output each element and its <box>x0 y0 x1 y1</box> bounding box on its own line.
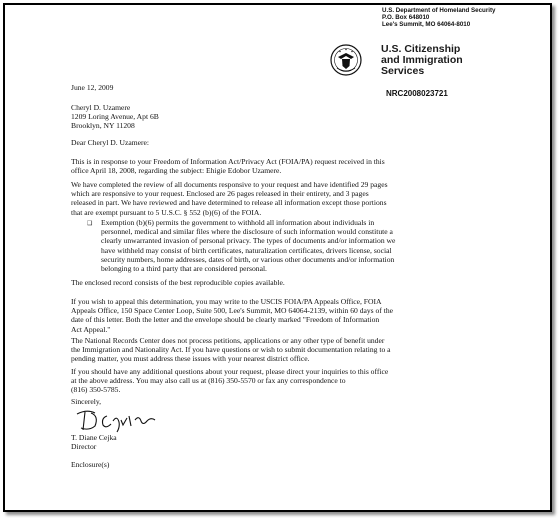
paragraph-intro <box>71 157 385 175</box>
paragraph-line: personnel, medical and similar files where the disclosure of such information would constitute a <box>101 227 393 237</box>
closing: Sincerely, <box>71 397 102 406</box>
agency-name <box>381 44 463 77</box>
paragraph-line: If you wish to appeal this determination, you may write to the USCIS FOIA/PA Appeals Office, FOIA <box>71 297 382 306</box>
agency-name-line: U.S. Citizenship <box>381 43 461 55</box>
paragraph-records-center <box>71 336 391 364</box>
paragraph-line: belonging to a third party that are considered personal. <box>101 264 267 274</box>
paragraph-review <box>71 180 388 217</box>
paragraph-line: at the above address. You may also call us at (816) 350-5570 or fax any correspondence to <box>71 376 346 386</box>
paragraph-line: security numbers, home addresses, dates of birth, or various other documents and/or information <box>101 254 395 264</box>
paragraph-line: Exemption (b)(6) permits the government to withhold all information about individuals in <box>101 218 375 227</box>
paragraph-copies <box>71 278 285 287</box>
paragraph-line: pending matter, you must address these issues with your nearest district office. <box>71 354 310 364</box>
paragraph-line: (816) 350-5785. <box>71 385 121 395</box>
sender-address-line: P.O. Box 648010 <box>382 14 430 21</box>
paragraph-line: Act Appeal." <box>71 324 111 334</box>
recipient-address <box>71 103 159 131</box>
paragraph-questions <box>71 367 388 395</box>
paragraph-line: If you should have any additional questions about your request, please direct your inquiries to this office <box>71 367 389 376</box>
recipient-line: 1209 Loring Avenue, Apt 6B <box>71 112 159 122</box>
dhs-seal-icon <box>330 44 374 76</box>
paragraph-line: the Immigration and Nationality Act. If you have questions or wish to submit documentation relating to a <box>71 345 391 355</box>
paragraph-line: which are responsive to your request. Enclosed are 26 pages released in their entirety, and 3 pages <box>71 189 369 199</box>
letter-date: June 12, 2009 <box>71 83 114 92</box>
sender-address-line: Lee's Summit, MO 64064-8010 <box>382 21 471 28</box>
signer-title: Director <box>71 442 97 451</box>
paragraph-line: We have completed the review of all documents responsive to your request and have identified 29 pages <box>71 180 388 189</box>
paragraph-appeal <box>71 297 393 334</box>
paragraph-line: date of this letter. Both the letter and the envelope should be clearly marked "Freedom of Information <box>71 315 380 325</box>
agency-name-line: and Immigration <box>381 54 463 66</box>
recipient-line: Cheryl D. Uzamere <box>71 103 131 112</box>
paragraph-line: Appeals Office, 150 Space Center Loop, Suite 500, Lee's Summit, MO 64064-2139, within 60 days of the <box>71 306 394 316</box>
sender-address-line: U.S. Department of Homeland Security <box>382 7 496 14</box>
bullet-square-icon: ❑ <box>87 221 93 227</box>
recipient-line: Brooklyn, NY 11208 <box>71 121 135 131</box>
letter-frame <box>3 3 552 512</box>
paragraph-line: that are exempt pursuant to 5 U.S.C. § 552 (b)(6) of the FOIA. <box>71 207 262 217</box>
paragraph-line: office April 18, 2008, regarding the subject: Ehigie Edobor Uzamere. <box>71 166 282 176</box>
salutation: Dear Cheryl D. Uzamere: <box>71 138 150 147</box>
letter-page <box>5 5 550 510</box>
agency-name-line: Services <box>381 65 425 77</box>
paragraph-line: clearly unwarranted invasion of personal privacy. The types of documents and/or information we <box>101 236 396 246</box>
paragraph-exemption <box>101 218 395 273</box>
signature-image <box>73 406 159 434</box>
reference-number: NRC2008023721 <box>386 89 448 98</box>
signer-name: T. Diane Cejka <box>71 433 117 442</box>
paragraph-line: The enclosed record consists of the best reproducible copies available. <box>71 278 285 287</box>
paragraph-line: have withheld may consist of birth certificates, naturalization certificates, drivers license, social <box>101 245 392 255</box>
paragraph-line: This is in response to your Freedom of Information Act/Privacy Act (FOIA/PA) request received in this <box>71 157 385 166</box>
enclosure-note: Enclosure(s) <box>71 460 110 469</box>
sender-address <box>382 7 495 28</box>
paragraph-line: The National Records Center does not process petitions, applications or any other type of benefit under <box>71 336 385 345</box>
paragraph-line: released in part. We have reviewed and have determined to release all information except those portions <box>71 198 387 208</box>
